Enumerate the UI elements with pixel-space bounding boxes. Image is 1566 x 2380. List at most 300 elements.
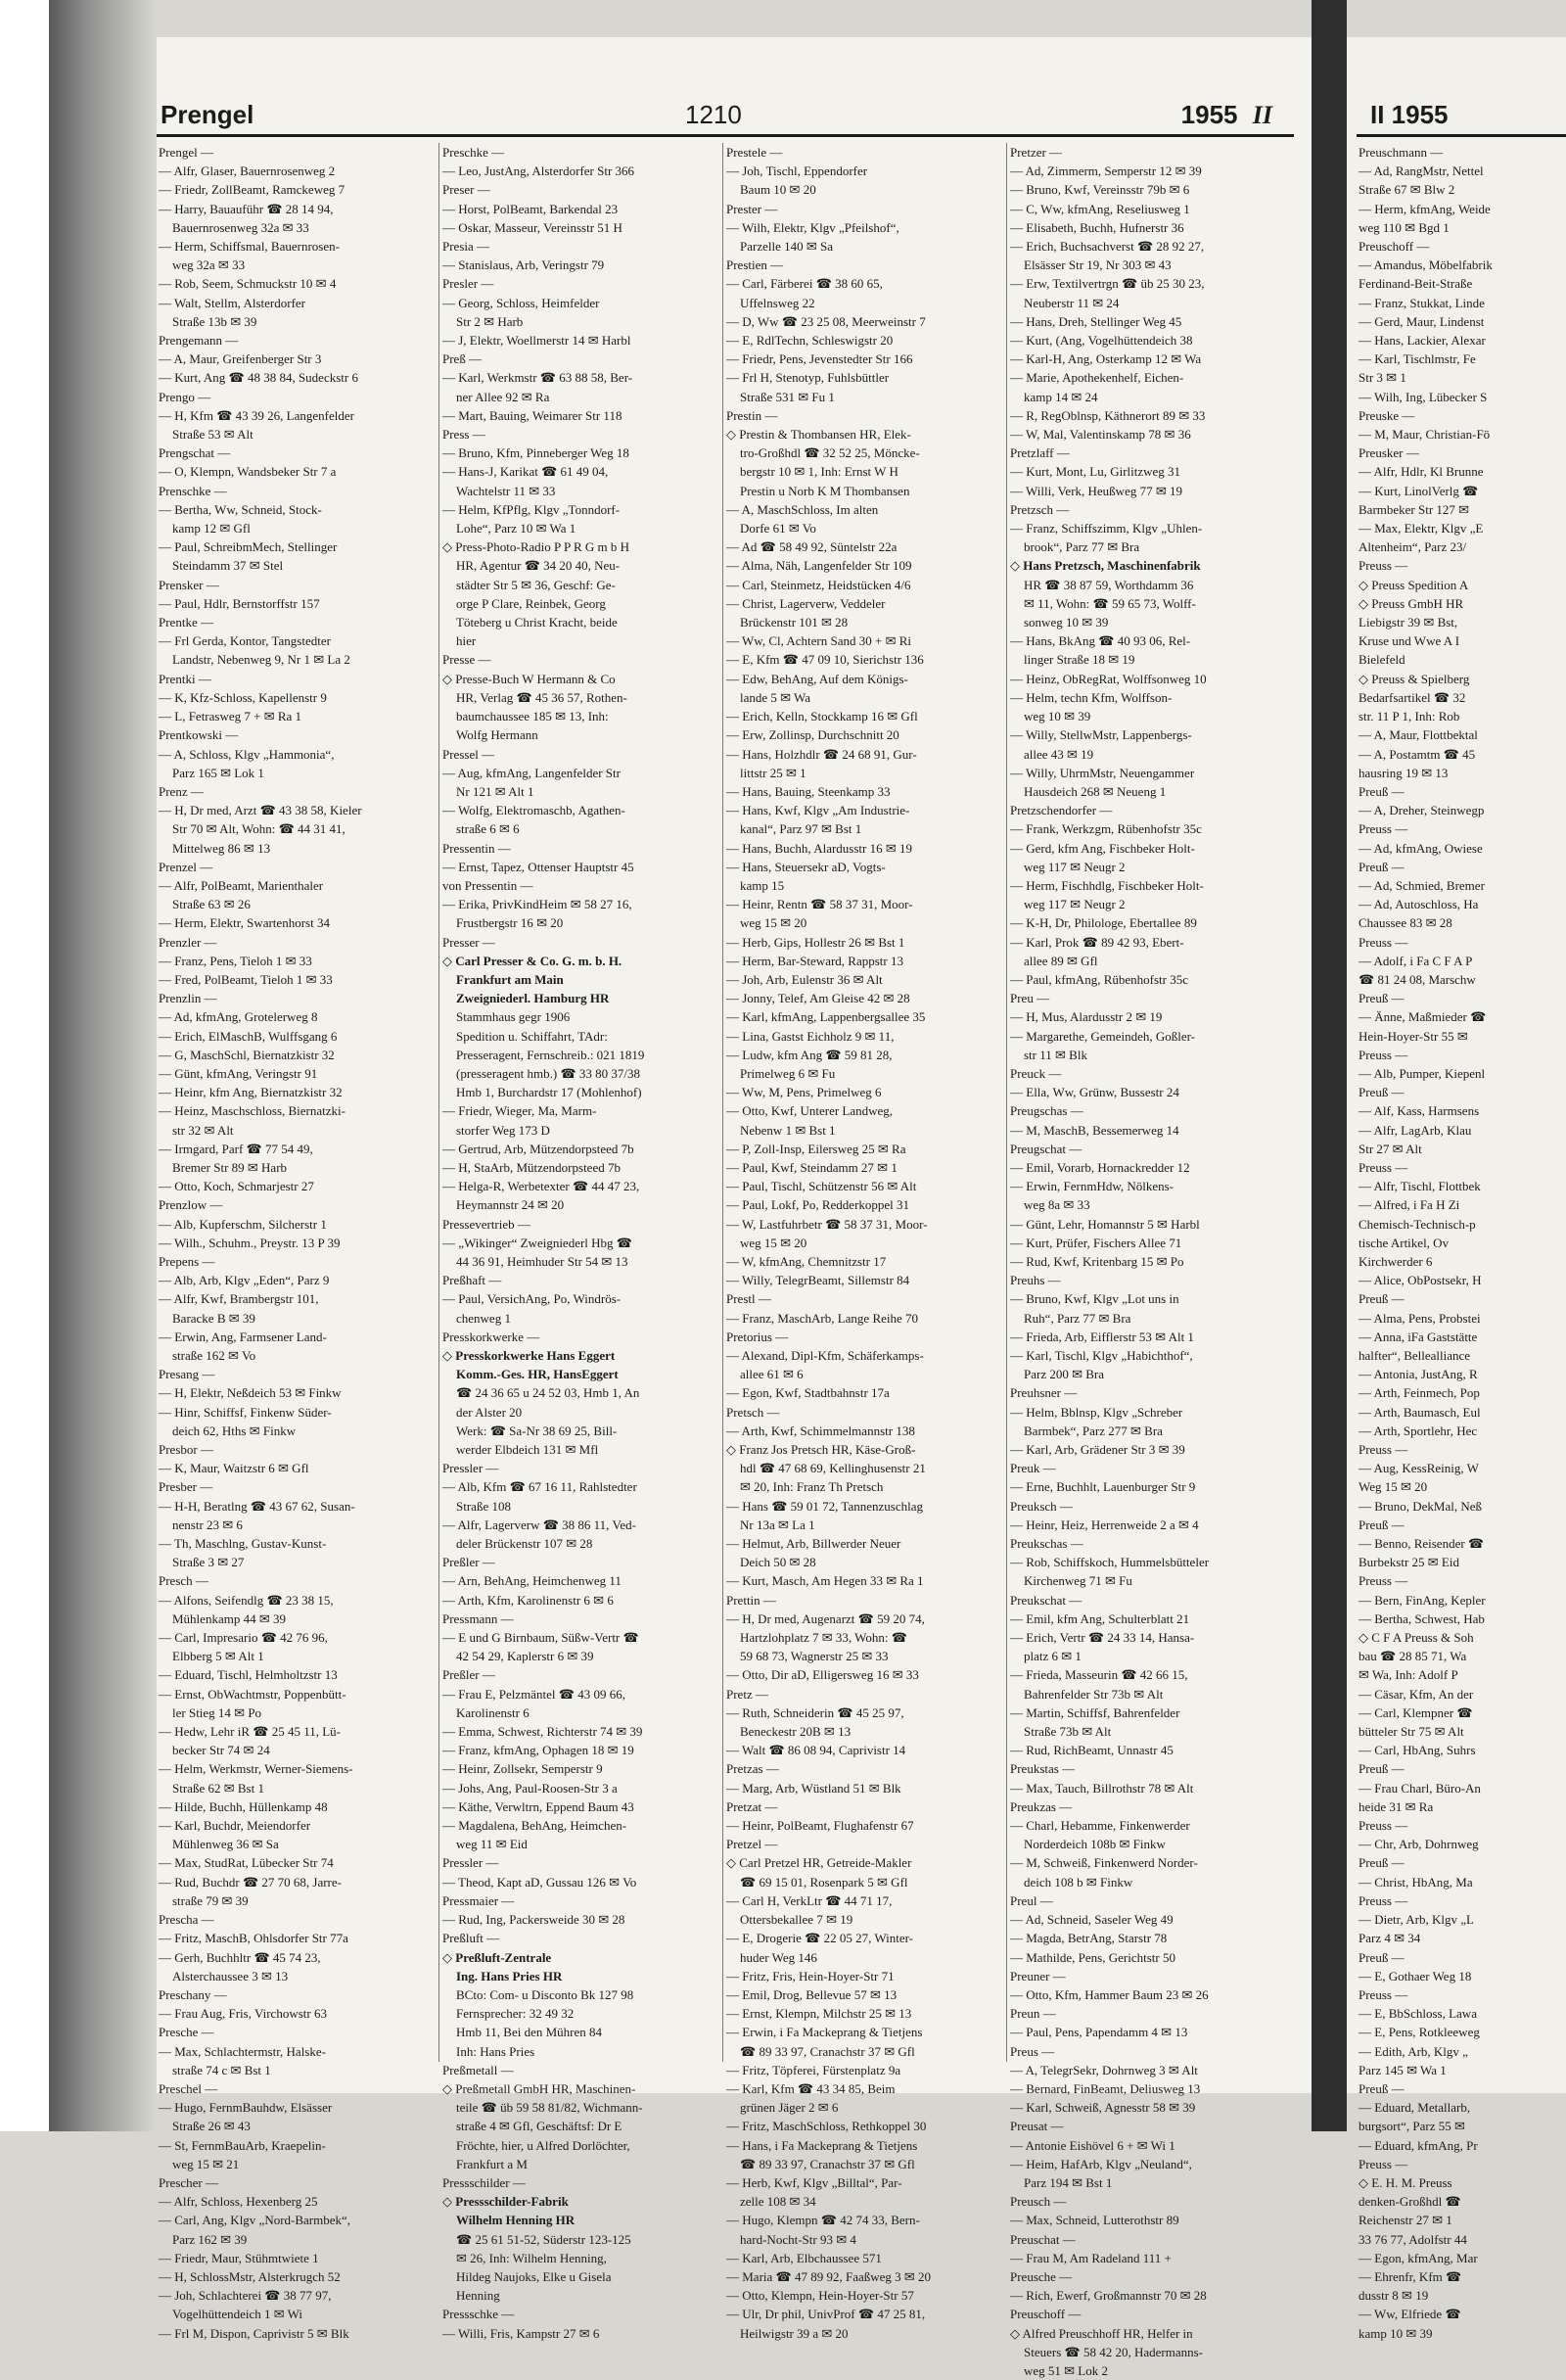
- directory-entry-line: — H, SchlossMstr, Alsterkrugch 52: [159, 2268, 341, 2284]
- directory-entry-line: — Bruno, Kwf, Vereinsstr 79b ✉ 6: [1010, 182, 1190, 198]
- surname-heading: Preuhs —: [1010, 1273, 1061, 1288]
- directory-entry-line: Werk: ☎ Sa-Nr 38 69 25, Bill-: [456, 1423, 618, 1438]
- directory-entry-line: — Rud, RichBeamt, Unnastr 45: [1010, 1743, 1174, 1758]
- directory-entry-line: Preuß —: [1359, 1085, 1405, 1100]
- directory-entry-line: — Arth, Baumasch, Eul: [1359, 1404, 1481, 1420]
- surname-heading: Preuschoff —: [1010, 2307, 1082, 2322]
- surname-heading: Presia —: [442, 239, 490, 255]
- surname-heading: Preukstas —: [1010, 1761, 1076, 1777]
- directory-entry-line: — Frl H, Stenotyp, Fuhlsbüttler: [726, 370, 890, 386]
- year-text: 1955: [1180, 100, 1238, 129]
- directory-entry-line: — Fritz, MaschSchloss, Rethkoppel 30: [726, 2119, 927, 2134]
- directory-entry-line: Straße 3 ✉ 27: [172, 1555, 245, 1570]
- directory-entry-line: — Ehrenfr, Kfm ☎: [1359, 2268, 1462, 2284]
- directory-entry-line: — Ad, kfmAng, Grotelerweg 8: [159, 1009, 318, 1025]
- directory-entry-line: — Heinz, Maschschloss, Biernatzki-: [159, 1103, 345, 1119]
- directory-entry-line: ◇ Presse-Buch W Hermann & Co: [442, 671, 616, 686]
- directory-entry-line: — Max, Schlachtermstr, Halske-: [159, 2043, 326, 2059]
- directory-entry-line: — Carl, Färberei ☎ 38 60 65,: [726, 276, 883, 292]
- directory-entry-line: — Heim, HafArb, Klgv „Neuland“,: [1010, 2156, 1192, 2171]
- directory-entry-line: — Emil, kfm Ang, Schulterblatt 21: [1010, 1610, 1190, 1626]
- directory-entry-line: straße 4 ✉ Gfl, Geschäftsf: Dr E: [456, 2119, 622, 2134]
- directory-entry-line: Parz 162 ✉ 39: [172, 2231, 248, 2247]
- directory-entry-line: — Rob, Schiffskoch, Hummelsbütteler: [1010, 1555, 1210, 1570]
- directory-entry-line: — Paul, Tischl, Schützenstr 56 ✉ Alt: [726, 1179, 917, 1194]
- directory-entry-line: — Paul, Hdlr, Bernstorffstr 157: [159, 595, 320, 611]
- surname-heading: Prescher —: [159, 2174, 219, 2190]
- directory-entry-line: ☎ 81 24 08, Marschw: [1359, 971, 1476, 987]
- directory-entry-line: städter Str 5 ✉ 36, Geschf: Ge-: [456, 577, 616, 592]
- directory-entry-line: — G, MaschSchl, Biernatzkistr 32: [159, 1047, 335, 1062]
- directory-entry-line: Ferdinand-Beit-Straße: [1359, 276, 1473, 292]
- directory-entry-line: — Franz, Stukkat, Linde: [1359, 295, 1485, 310]
- directory-entry-line: nenstr 23 ✉ 6: [172, 1517, 243, 1532]
- directory-entry-line: — Chr, Arb, Dohrnweg: [1359, 1837, 1479, 1852]
- directory-entry-line: — Wilh, Elektr, Klgv „Pfeilshof“,: [726, 219, 899, 235]
- column-divider: [438, 143, 439, 2062]
- directory-entry-line: — Ad, RangMstr, Nettel: [1359, 163, 1484, 179]
- directory-entry-line: — Bern, FinAng, Kepler: [1359, 1592, 1486, 1608]
- surname-heading: Prensker —: [159, 577, 219, 592]
- directory-entry-line: ☎ 89 33 97, Cranachstr 37 ✉ Gfl: [740, 2043, 915, 2059]
- directory-entry-line: — Max, Elektr, Klgv „E: [1359, 521, 1484, 537]
- directory-entry-line: Brückenstr 101 ✉ 28: [740, 615, 849, 630]
- directory-entry-line: — Ad, Schneid, Saseler Weg 49: [1010, 1912, 1174, 1928]
- directory-entry-line: — Friedr, Wieger, Ma, Marm-: [442, 1103, 597, 1119]
- directory-entry-line: — Carl H, VerkLtr ☎ 44 71 17,: [726, 1892, 893, 1908]
- directory-entry-line: HR, Verlag ☎ 45 36 57, Rothen-: [456, 689, 627, 705]
- directory-entry-line: — Wilh, Ing, Lübecker S: [1359, 389, 1488, 404]
- surname-heading: Prenschke —: [159, 483, 227, 498]
- directory-entry-line: — Horst, PolBeamt, Barkendal 23: [442, 201, 619, 216]
- directory-entry-line: huder Weg 146: [740, 1949, 817, 1965]
- directory-entry-line: — Hans, Holzhdlr ☎ 24 68 91, Gur-: [726, 746, 917, 762]
- surname-heading: Pretz —: [726, 1686, 768, 1702]
- directory-entry-line: allee 43 ✉ 19: [1024, 746, 1094, 762]
- directory-entry-line: Bedarfsartikel ☎ 32: [1359, 689, 1466, 705]
- directory-entry-line: straße 6 ✉ 6: [456, 821, 520, 837]
- directory-entry-line: — Alfr, Kwf, Brambergstr 101,: [159, 1291, 319, 1307]
- directory-entry-line: — Franz, MaschArb, Lange Reihe 70: [726, 1310, 919, 1326]
- directory-entry-line: — A, Maur, Flottbektal: [1359, 727, 1478, 743]
- directory-entry-line: — Frau Charl, Büro-An: [1359, 1780, 1481, 1796]
- directory-entry-line: Str 27 ✉ Alt: [1359, 1141, 1422, 1156]
- directory-entry-line: — Hugo, Klempn ☎ 42 74 33, Bern-: [726, 2213, 920, 2228]
- directory-entry-line: — Fritz, Töpferei, Fürstenplatz 9a: [726, 2062, 901, 2077]
- directory-entry-line: — Fritz, Fris, Hein-Hoyer-Str 71: [726, 1968, 895, 1983]
- directory-entry-line: ◇ Pressschilder-Fabrik: [442, 2194, 569, 2210]
- directory-entry-line: — Ad, Autoschloss, Ha: [1359, 897, 1479, 912]
- part-text: II: [1252, 101, 1272, 129]
- directory-entry-line: — H-H, Beratlng ☎ 43 67 62, Susan-: [159, 1498, 355, 1514]
- surname-heading: Pressschilder —: [442, 2174, 526, 2190]
- directory-entry-line: — Hilde, Buchh, Hüllenkamp 48: [159, 1798, 328, 1814]
- directory-entry-line: — Alexand, Dipl-Kfm, Schäferkamps-: [726, 1348, 924, 1363]
- directory-entry-line: Frustbergstr 16 ✉ 20: [456, 915, 564, 931]
- header-rule: [157, 134, 1294, 137]
- directory-entry-line: — Alfr, LagArb, Klau: [1359, 1122, 1472, 1138]
- right-header-rule: [1357, 134, 1566, 137]
- surname-heading: Preser —: [442, 182, 490, 198]
- directory-entry-line: ◇ Franz Jos Pretsch HR, Käse-Groß-: [726, 1442, 916, 1458]
- directory-entry-line: — Erne, Buchhlt, Lauenburger Str 9: [1010, 1479, 1196, 1495]
- directory-entry-line: — H, Dr med, Augenarzt ☎ 59 20 74,: [726, 1610, 925, 1626]
- directory-entry-line: — Heinr, PolBeamt, Flughafenstr 67: [726, 1818, 914, 1834]
- directory-entry-line: orge P Clare, Reinbek, Georg: [456, 595, 606, 611]
- directory-entry-line: — Aug, KessReinig, W: [1359, 1461, 1479, 1476]
- directory-entry-line: — Kurt, Prüfer, Fischers Allee 71: [1010, 1235, 1182, 1250]
- directory-entry-line: — Lina, Gastst Eichholz 9 ✉ 11,: [726, 1028, 895, 1044]
- directory-entry-line: — Käthe, Verwltrn, Eppend Baum 43: [442, 1798, 634, 1814]
- directory-entry-line: hdl ☎ 47 68 69, Kellinghusenstr 21: [740, 1461, 926, 1476]
- directory-entry-line: kamp 12 ✉ Gfl: [172, 521, 251, 537]
- directory-entry-line: Weg 15 ✉ 20: [1359, 1479, 1428, 1495]
- directory-entry-line: — Elisabeth, Buchh, Hufnerstr 36: [1010, 219, 1184, 235]
- directory-entry-line: zelle 108 ✉ 34: [740, 2194, 816, 2210]
- directory-entry-line: Neuberstr 11 ✉ 24: [1024, 295, 1120, 310]
- directory-entry-line: — Rob, Seem, Schmuckstr 10 ✉ 4: [159, 276, 337, 292]
- directory-entry-line: kamp 10 ✉ 39: [1359, 2325, 1433, 2341]
- directory-entry-line: Spedition u. Schiffahrt, TAdr:: [456, 1028, 608, 1044]
- directory-entry-line: — Mathilde, Pens, Gerichtstr 50: [1010, 1949, 1175, 1965]
- directory-entry-line: Preuß —: [1359, 1761, 1405, 1777]
- directory-entry-line: — Otto, Kwf, Unterer Landweg,: [726, 1103, 894, 1119]
- directory-entry-line: Hartzlohplatz 7 ✉ 33, Wohn: ☎: [740, 1630, 907, 1646]
- directory-entry-line: Preuss —: [1359, 1986, 1408, 2002]
- directory-entry-line: — Frl M, Dispon, Caprivistr 5 ✉ Blk: [159, 2325, 349, 2341]
- directory-entry-line: ☎ 24 36 65 u 24 52 03, Hmb 1, An: [456, 1385, 640, 1401]
- directory-entry-line: Preuss —: [1359, 1818, 1408, 1834]
- directory-entry-line: — W, kfmAng, Chemnitzstr 17: [726, 1253, 887, 1269]
- directory-entry-line: — C, Ww, kfmAng, Reseliusweg 1: [1010, 201, 1190, 216]
- directory-entry-line: kanal“, Parz 97 ✉ Bst 1: [740, 821, 862, 837]
- directory-entry-line: straße 79 ✉ 39: [172, 1892, 249, 1908]
- directory-entry-line: Preusker —: [1359, 445, 1419, 461]
- directory-entry-line: — Bruno, Kwf, Klgv „Lot uns in: [1010, 1291, 1179, 1307]
- entry-columns: [159, 143, 1294, 2378]
- directory-entry-line: — Aug, kfmAng, Langenfelder Str: [442, 765, 621, 780]
- directory-entry-line: Wachtelstr 11 ✉ 33: [456, 483, 556, 498]
- directory-entry-line: — Alb, Arb, Klgv „Eden“, Parz 9: [159, 1273, 330, 1288]
- directory-entry-line: Parz 200 ✉ Bra: [1024, 1367, 1105, 1382]
- directory-entry-line: Bremer Str 89 ✉ Harb: [172, 1159, 288, 1175]
- directory-entry-line: — Ernst, Tapez, Ottenser Hauptstr 45: [442, 859, 634, 874]
- directory-entry-line: Baum 10 ✉ 20: [740, 182, 816, 198]
- directory-entry-line: Nebenw 1 ✉ Bst 1: [740, 1122, 836, 1138]
- directory-entry-line: Preuß —: [1359, 783, 1405, 799]
- directory-entry-line: — Adolf, i Fa C F A P: [1359, 953, 1473, 968]
- surname-heading: Preschke —: [442, 145, 505, 160]
- directory-entry-line: Straße 108: [456, 1498, 511, 1514]
- directory-entry-line: — Erw, Textilvertrgn ☎ üb 25 30 23,: [1010, 276, 1205, 292]
- directory-entry-line: Stammhaus gegr 1906: [456, 1009, 571, 1025]
- directory-entry-line: — Fred, PolBeamt, Tieloh 1 ✉ 33: [159, 971, 333, 987]
- surname-heading: Preuhsner —: [1010, 1385, 1078, 1401]
- directory-entry-line: — Karl, Werkmstr ☎ 63 88 58, Ber-: [442, 370, 633, 386]
- directory-entry-line: tische Artikel, Ov: [1359, 1235, 1450, 1250]
- directory-entry-line: Hein-Hoyer-Str 55 ✉: [1359, 1028, 1468, 1044]
- directory-entry-line: lande 5 ✉ Wa: [740, 689, 811, 705]
- directory-entry-line: Parz 145 ✉ Wa 1: [1359, 2062, 1447, 2077]
- surname-heading: Prenzler —: [159, 934, 217, 950]
- directory-entry-line: — Paul, Pens, Papendamm 4 ✉ 13: [1010, 2025, 1188, 2040]
- directory-entry-line: — Cäsar, Kfm, An der: [1359, 1686, 1474, 1702]
- surname-heading: Presber —: [159, 1479, 213, 1495]
- surname-heading: Prengemann —: [159, 333, 239, 349]
- directory-entry-line: ◇ Alfred Preuschhoff HR, Helfer in: [1010, 2325, 1193, 2341]
- directory-entry-line: Preuß —: [1359, 1291, 1405, 1307]
- surname-heading: Prester —: [726, 201, 778, 216]
- directory-entry-line: Hausdeich 268 ✉ Neueng 1: [1024, 783, 1167, 799]
- directory-entry-line: — Martin, Schiffsf, Bahrenfelder: [1010, 1704, 1180, 1720]
- directory-entry-line: — Hugo, FernmBauhdw, Elsässer: [159, 2100, 333, 2116]
- surname-heading: Prenzlin —: [159, 991, 217, 1006]
- directory-entry-line: bütteler Str 75 ✉ Alt: [1359, 1724, 1464, 1740]
- surname-heading: Pressevertrieb —: [442, 1216, 530, 1232]
- directory-entry-line: Str 3 ✉ 1: [1359, 370, 1406, 386]
- directory-entry-line: ◇ Preuss & Spielberg: [1359, 671, 1470, 686]
- directory-page-right: [1347, 37, 1566, 2341]
- directory-entry-line: — Alf, Kass, Harmsens: [1359, 1103, 1480, 1119]
- directory-entry-line: weg 10 ✉ 39: [1024, 709, 1091, 724]
- surname-heading: Presse —: [442, 652, 491, 668]
- surname-heading: Preu —: [1010, 991, 1050, 1006]
- directory-entry-line: ◇ Preuss Spedition A: [1359, 577, 1469, 592]
- directory-entry-line: — W, Mal, Valentinskamp 78 ✉ 36: [1010, 427, 1191, 443]
- directory-entry-line: — Helm, Werkmstr, Werner-Siemens-: [159, 1761, 353, 1777]
- directory-entry-line: — Gertrud, Arb, Mützendorpsteed 7b: [442, 1141, 634, 1156]
- surname-heading: Preßler —: [442, 1555, 495, 1570]
- surname-heading: Pressel —: [442, 746, 495, 762]
- directory-entry-line: — A, Postamtm ☎ 45: [1359, 746, 1476, 762]
- surname-heading: Pressmann —: [442, 1610, 514, 1626]
- directory-entry-line: — Erwin, i Fa Mackeprang & Tietjens: [726, 2025, 923, 2040]
- directory-entry-line: — Erich, Vertr ☎ 24 33 14, Hansa-: [1010, 1630, 1195, 1646]
- surname-heading: Preugschas —: [1010, 1103, 1083, 1119]
- directory-entry-line: — R, RegOblnsp, Käthnerort 89 ✉ 33: [1010, 407, 1206, 423]
- directory-entry-line: — Helm, Bblnsp, Klgv „Schreber: [1010, 1404, 1183, 1420]
- surname-heading: Pressler —: [442, 1855, 499, 1871]
- directory-entry-line: — Karl, Tischlmstr, Fe: [1359, 351, 1476, 367]
- directory-entry-line: Frankfurt a M: [456, 2156, 528, 2171]
- surname-heading: Presch —: [159, 1573, 208, 1589]
- directory-entry-line: — Heinz, ObRegRat, Wolffsonweg 10: [1010, 671, 1207, 686]
- directory-entry-line: bergstr 10 ✉ 1, Inh: Ernst W H: [740, 464, 898, 480]
- directory-entry-line: weg 15 ✉ 20: [740, 1235, 807, 1250]
- directory-entry-line: — Magda, BetrAng, Starstr 78: [1010, 1931, 1168, 1946]
- directory-entry-line: — Marie, Apothekenhelf, Eichen-: [1010, 370, 1184, 386]
- directory-entry-line: — Frau Aug, Fris, Virchowstr 63: [159, 2006, 327, 2022]
- directory-entry-line: Preuss —: [1359, 558, 1408, 574]
- surname-heading: Preusche —: [1010, 2268, 1073, 2284]
- surname-heading: Prepens —: [159, 1253, 215, 1269]
- directory-entry-line: Preuß —: [1359, 859, 1405, 874]
- directory-entry-line: — Rich, Ewerf, Großmannstr 70 ✉ 28: [1010, 2288, 1207, 2304]
- directory-entry-line: — E und G Birnbaum, Süßw-Vertr ☎: [442, 1630, 639, 1646]
- directory-entry-line: — Gerh, Buchhltr ☎ 45 74 23,: [159, 1949, 321, 1965]
- directory-entry-line: — Theod, Kapt aD, Gussau 126 ✉ Vo: [442, 1874, 637, 1890]
- directory-entry-line: — H, Mus, Alardusstr 2 ✉ 19: [1010, 1009, 1163, 1025]
- surname-heading: Preusch —: [1010, 2194, 1067, 2210]
- directory-entry-line: der Alster 20: [456, 1404, 523, 1420]
- directory-entry-line: — Arn, BehAng, Heimchenweg 11: [442, 1573, 622, 1589]
- directory-entry-line: — Ad, Schmied, Bremer: [1359, 877, 1485, 893]
- directory-entry-line: — Joh, Schlachterei ☎ 38 77 97,: [159, 2288, 332, 2304]
- surname-heading: Pretzas —: [726, 1761, 779, 1777]
- directory-entry-line: — Max, Schneid, Lutterothstr 89: [1010, 2213, 1179, 2228]
- directory-entry-line: — H, StaArb, Mützendorpsteed 7b: [442, 1159, 621, 1175]
- surname-heading: Presler —: [442, 276, 494, 292]
- surname-heading: Pretzlaff —: [1010, 445, 1070, 461]
- directory-entry-line: — Erich, Buchsachverst ☎ 28 92 27,: [1010, 239, 1205, 255]
- directory-entry-line: — Antonia, JustAng, R: [1359, 1367, 1478, 1382]
- directory-entry-line: hard-Nocht-Str 93 ✉ 4: [740, 2231, 856, 2247]
- right-page-running-head: II 1955: [1370, 100, 1449, 129]
- directory-entry-line: — Max, StudRat, Lübecker Str 74: [159, 1855, 334, 1871]
- directory-entry-line: — Benno, Reisender ☎: [1359, 1536, 1485, 1552]
- surname-heading: Preus —: [1010, 2043, 1055, 2059]
- directory-entry-line: — Walt, Stellm, Alsterdorfer: [159, 295, 305, 310]
- directory-entry-line: — Egon, kfmAng, Mar: [1359, 2250, 1478, 2265]
- directory-entry-line: grünen Jäger 2 ✉ 6: [740, 2100, 839, 2116]
- directory-entry-line: — H, Kfm ☎ 43 39 26, Langenfelder: [159, 407, 354, 423]
- directory-entry-line: — Oskar, Masseur, Vereinsstr 51 H: [442, 219, 622, 235]
- directory-entry-line: ner Allee 92 ✉ Ra: [456, 389, 550, 404]
- directory-entry-line: Preuske —: [1359, 407, 1415, 423]
- directory-entry-line: littstr 25 ✉ 1: [740, 765, 806, 780]
- directory-entry-line: — Willy, UhrmMstr, Neuengammer: [1010, 765, 1195, 780]
- directory-entry-line: HR, Agentur ☎ 34 20 40, Neu-: [456, 558, 621, 574]
- directory-entry-line: Inh: Hans Pries: [456, 2043, 535, 2059]
- directory-entry-line: Frankfurt am Main: [456, 971, 564, 987]
- directory-entry-line: Uffelnsweg 22: [740, 295, 815, 310]
- directory-entry-line: — St, FernmBauArb, Kraepelin-: [159, 2137, 326, 2153]
- directory-entry-line: — W, Lastfuhrbetr ☎ 58 37 31, Moor-: [726, 1216, 928, 1232]
- page-edge-shadow: [1312, 0, 1347, 2131]
- directory-entry-line: str 32 ✉ Alt: [172, 1122, 234, 1138]
- directory-entry-line: kamp 14 ✉ 24: [1024, 389, 1098, 404]
- directory-entry-line: straße 162 ✉ Vo: [172, 1348, 256, 1363]
- directory-entry-line: — Willi, Verk, Heußweg 77 ✉ 19: [1010, 483, 1182, 498]
- directory-entry-line: — Paul, VersichAng, Po, Windrös-: [442, 1291, 622, 1307]
- directory-entry-line: hausring 19 ✉ 13: [1359, 765, 1449, 780]
- directory-entry-line: — Hinr, Schiffsf, Finkenw Süder-: [159, 1404, 332, 1420]
- directory-entry-line: — Hans ☎ 59 01 72, Tannenzuschlag: [726, 1498, 923, 1514]
- directory-entry-line: — Jonny, Telef, Am Gleise 42 ✉ 28: [726, 991, 910, 1006]
- directory-entry-line: — Hans, Bauing, Steenkamp 33: [726, 783, 891, 799]
- surname-heading: Presche —: [159, 2025, 214, 2040]
- directory-entry-line: — Karl, Buchdr, Meiendorfer: [159, 1818, 311, 1834]
- directory-entry-line: — Georg, Schloss, Heimfelder: [442, 295, 600, 310]
- directory-entry-line: Deich 50 ✉ 28: [740, 1555, 816, 1570]
- directory-entry-line: — A, TelegrSekr, Dohrnweg 3 ✉ Alt: [1010, 2062, 1198, 2077]
- directory-entry-line: — Kurt, Mont, Lu, Girlitzweg 31: [1010, 464, 1181, 480]
- directory-entry-line: — Frau M, Am Radeland 111 +: [1010, 2250, 1172, 2265]
- directory-entry-line: — Marg, Arb, Wüstland 51 ✉ Blk: [726, 1780, 901, 1796]
- directory-entry-line: Ing. Hans Pries HR: [456, 1968, 563, 1983]
- surname-heading: Prengo —: [159, 389, 211, 404]
- directory-entry-line: — Franz, Schiffszimm, Klgv „Uhlen-: [1010, 521, 1203, 537]
- directory-entry-line: — P, Zoll-Insp, Eilersweg 25 ✉ Ra: [726, 1141, 906, 1156]
- directory-entry-line: — Heinr, Rentn ☎ 58 37 31, Moor-: [726, 897, 913, 912]
- directory-entry-line: — Ww, M, Pens, Primelweg 6: [726, 1085, 882, 1100]
- directory-entry-line: — Dietr, Arb, Klgv „L: [1359, 1912, 1474, 1928]
- directory-entry-line: Kruse und Wwe A I: [1359, 633, 1460, 649]
- directory-entry-line: — Eduard, kfmAng, Pr: [1359, 2137, 1478, 2153]
- directory-entry-line: — Egon, Kwf, Stadtbahnstr 17a: [726, 1385, 890, 1401]
- directory-entry-line: — Stanislaus, Arb, Veringstr 79: [442, 257, 605, 273]
- surname-heading: Preun —: [1010, 2006, 1056, 2022]
- directory-entry-line: Straße 53 ✉ Alt: [172, 427, 253, 443]
- directory-entry-line: — E, BbSchloss, Lawa: [1359, 2006, 1477, 2022]
- directory-entry-line: — Christ, HbAng, Ma: [1359, 1874, 1473, 1890]
- surname-heading: Preukschas —: [1010, 1536, 1083, 1552]
- directory-entry-line: — Frl Gerda, Kontor, Tangstedter: [159, 633, 331, 649]
- directory-entry-line: weg 117 ✉ Neugr 2: [1024, 859, 1126, 874]
- surname-heading: Preukzas —: [1010, 1798, 1073, 1814]
- directory-entry-line: str. 11 P 1, Inh: Rob: [1359, 709, 1460, 724]
- directory-entry-line: Nr 121 ✉ Alt 1: [456, 783, 534, 799]
- surname-heading: Preuk —: [1010, 1461, 1056, 1476]
- directory-entry-line: brook“, Parz 77 ✉ Bra: [1024, 539, 1140, 555]
- directory-entry-line: ◇ Press-Photo-Radio P P R G m b H: [442, 539, 630, 555]
- directory-entry-line: — Arth, Feinmech, Pop: [1359, 1385, 1480, 1401]
- directory-entry-line: — Günt, kfmAng, Veringstr 91: [159, 1065, 318, 1081]
- directory-entry-line: — Ad, kfmAng, Owiese: [1359, 840, 1483, 856]
- directory-entry-line: Straße 63 ✉ 26: [172, 897, 251, 912]
- directory-entry-line: — Alb, Kupferschm, Silcherstr 1: [159, 1216, 327, 1232]
- directory-entry-line: — Helmut, Arb, Billwerder Neuer: [726, 1536, 901, 1552]
- directory-entry-line: Nr 13a ✉ La 1: [740, 1517, 815, 1532]
- directory-entry-line: — Günt, Lehr, Homannstr 5 ✉ Harbl: [1010, 1216, 1200, 1232]
- directory-entry-line: ◇ Carl Presser & Co. G. m. b. H.: [442, 953, 622, 968]
- directory-entry-line: — Frank, Werkzgm, Rübenhofstr 35c: [1010, 821, 1202, 837]
- directory-entry-line: Ottersbekallee 7 ✉ 19: [740, 1912, 853, 1928]
- directory-entry-line: Parz 165 ✉ Lok 1: [172, 765, 264, 780]
- directory-entry-line: — A, MaschSchloss, Im alten: [726, 501, 879, 517]
- directory-entry-line: Wilhelm Henning HR: [456, 2213, 576, 2228]
- directory-entry-line: deich 108 b ✉ Finkw: [1024, 1874, 1133, 1890]
- directory-entry-line: Alsterchaussee 3 ✉ 13: [172, 1968, 289, 1983]
- directory-entry-line: — Fritz, MaschB, Ohlsdorfer Str 77a: [159, 1931, 348, 1946]
- directory-entry-line: Vogelhüttendeich 1 ✉ Wi: [172, 2307, 303, 2322]
- directory-entry-line: — Paul, Lokf, Po, Redderkoppel 31: [726, 1197, 910, 1213]
- directory-entry-line: Presseragent, Fernschreib.: 021 1819: [456, 1047, 645, 1062]
- directory-entry-line: — Karl, Arb, Grädener Str 3 ✉ 39: [1010, 1442, 1185, 1458]
- directory-entry-line: weg 110 ✉ Bgd 1: [1359, 219, 1450, 235]
- directory-entry-line: Lohe“, Parz 10 ✉ Wa 1: [456, 521, 576, 537]
- directory-entry-line: — Herm, Schiffsmal, Bauernrosen-: [159, 239, 340, 255]
- directory-entry-line: Heymannstr 24 ✉ 20: [456, 1197, 565, 1213]
- directory-entry-line: Preuss —: [1359, 1047, 1408, 1062]
- column-4: [1010, 143, 1287, 2378]
- directory-entry-line: — Amandus, Möbelfabrik: [1359, 257, 1493, 273]
- directory-entry-line: — Erwin, FernmHdw, Nölkens-: [1010, 1179, 1174, 1194]
- directory-entry-line: tro-Großhdl ☎ 32 52 25, Mönckе-: [740, 445, 920, 461]
- surname-heading: Preuschat —: [1010, 2231, 1076, 2247]
- directory-entry-line: — Alice, ObPostsekr, H: [1359, 1273, 1482, 1288]
- surname-heading: Prestele —: [726, 145, 783, 160]
- directory-entry-line: — Helga-R, Werbetexter ☎ 44 47 23,: [442, 1179, 640, 1194]
- directory-page-left: [157, 37, 1312, 2378]
- directory-entry-line: — Karl, Prok ☎ 89 42 93, Ebert-: [1010, 934, 1184, 950]
- directory-entry-line: denken-Großhdl ☎: [1359, 2194, 1461, 2210]
- surname-heading: Prentke —: [159, 615, 213, 630]
- directory-entry-line: — Karl, kfmAng, Lappenbergsallee 35: [726, 1009, 926, 1025]
- directory-entry-line: baumchaussee 185 ✉ 13, Inh:: [456, 709, 609, 724]
- directory-entry-line: weg 8a ✉ 33: [1024, 1197, 1090, 1213]
- directory-entry-line: — Leo, JustAng, Alsterdorfer Str 366: [442, 163, 635, 179]
